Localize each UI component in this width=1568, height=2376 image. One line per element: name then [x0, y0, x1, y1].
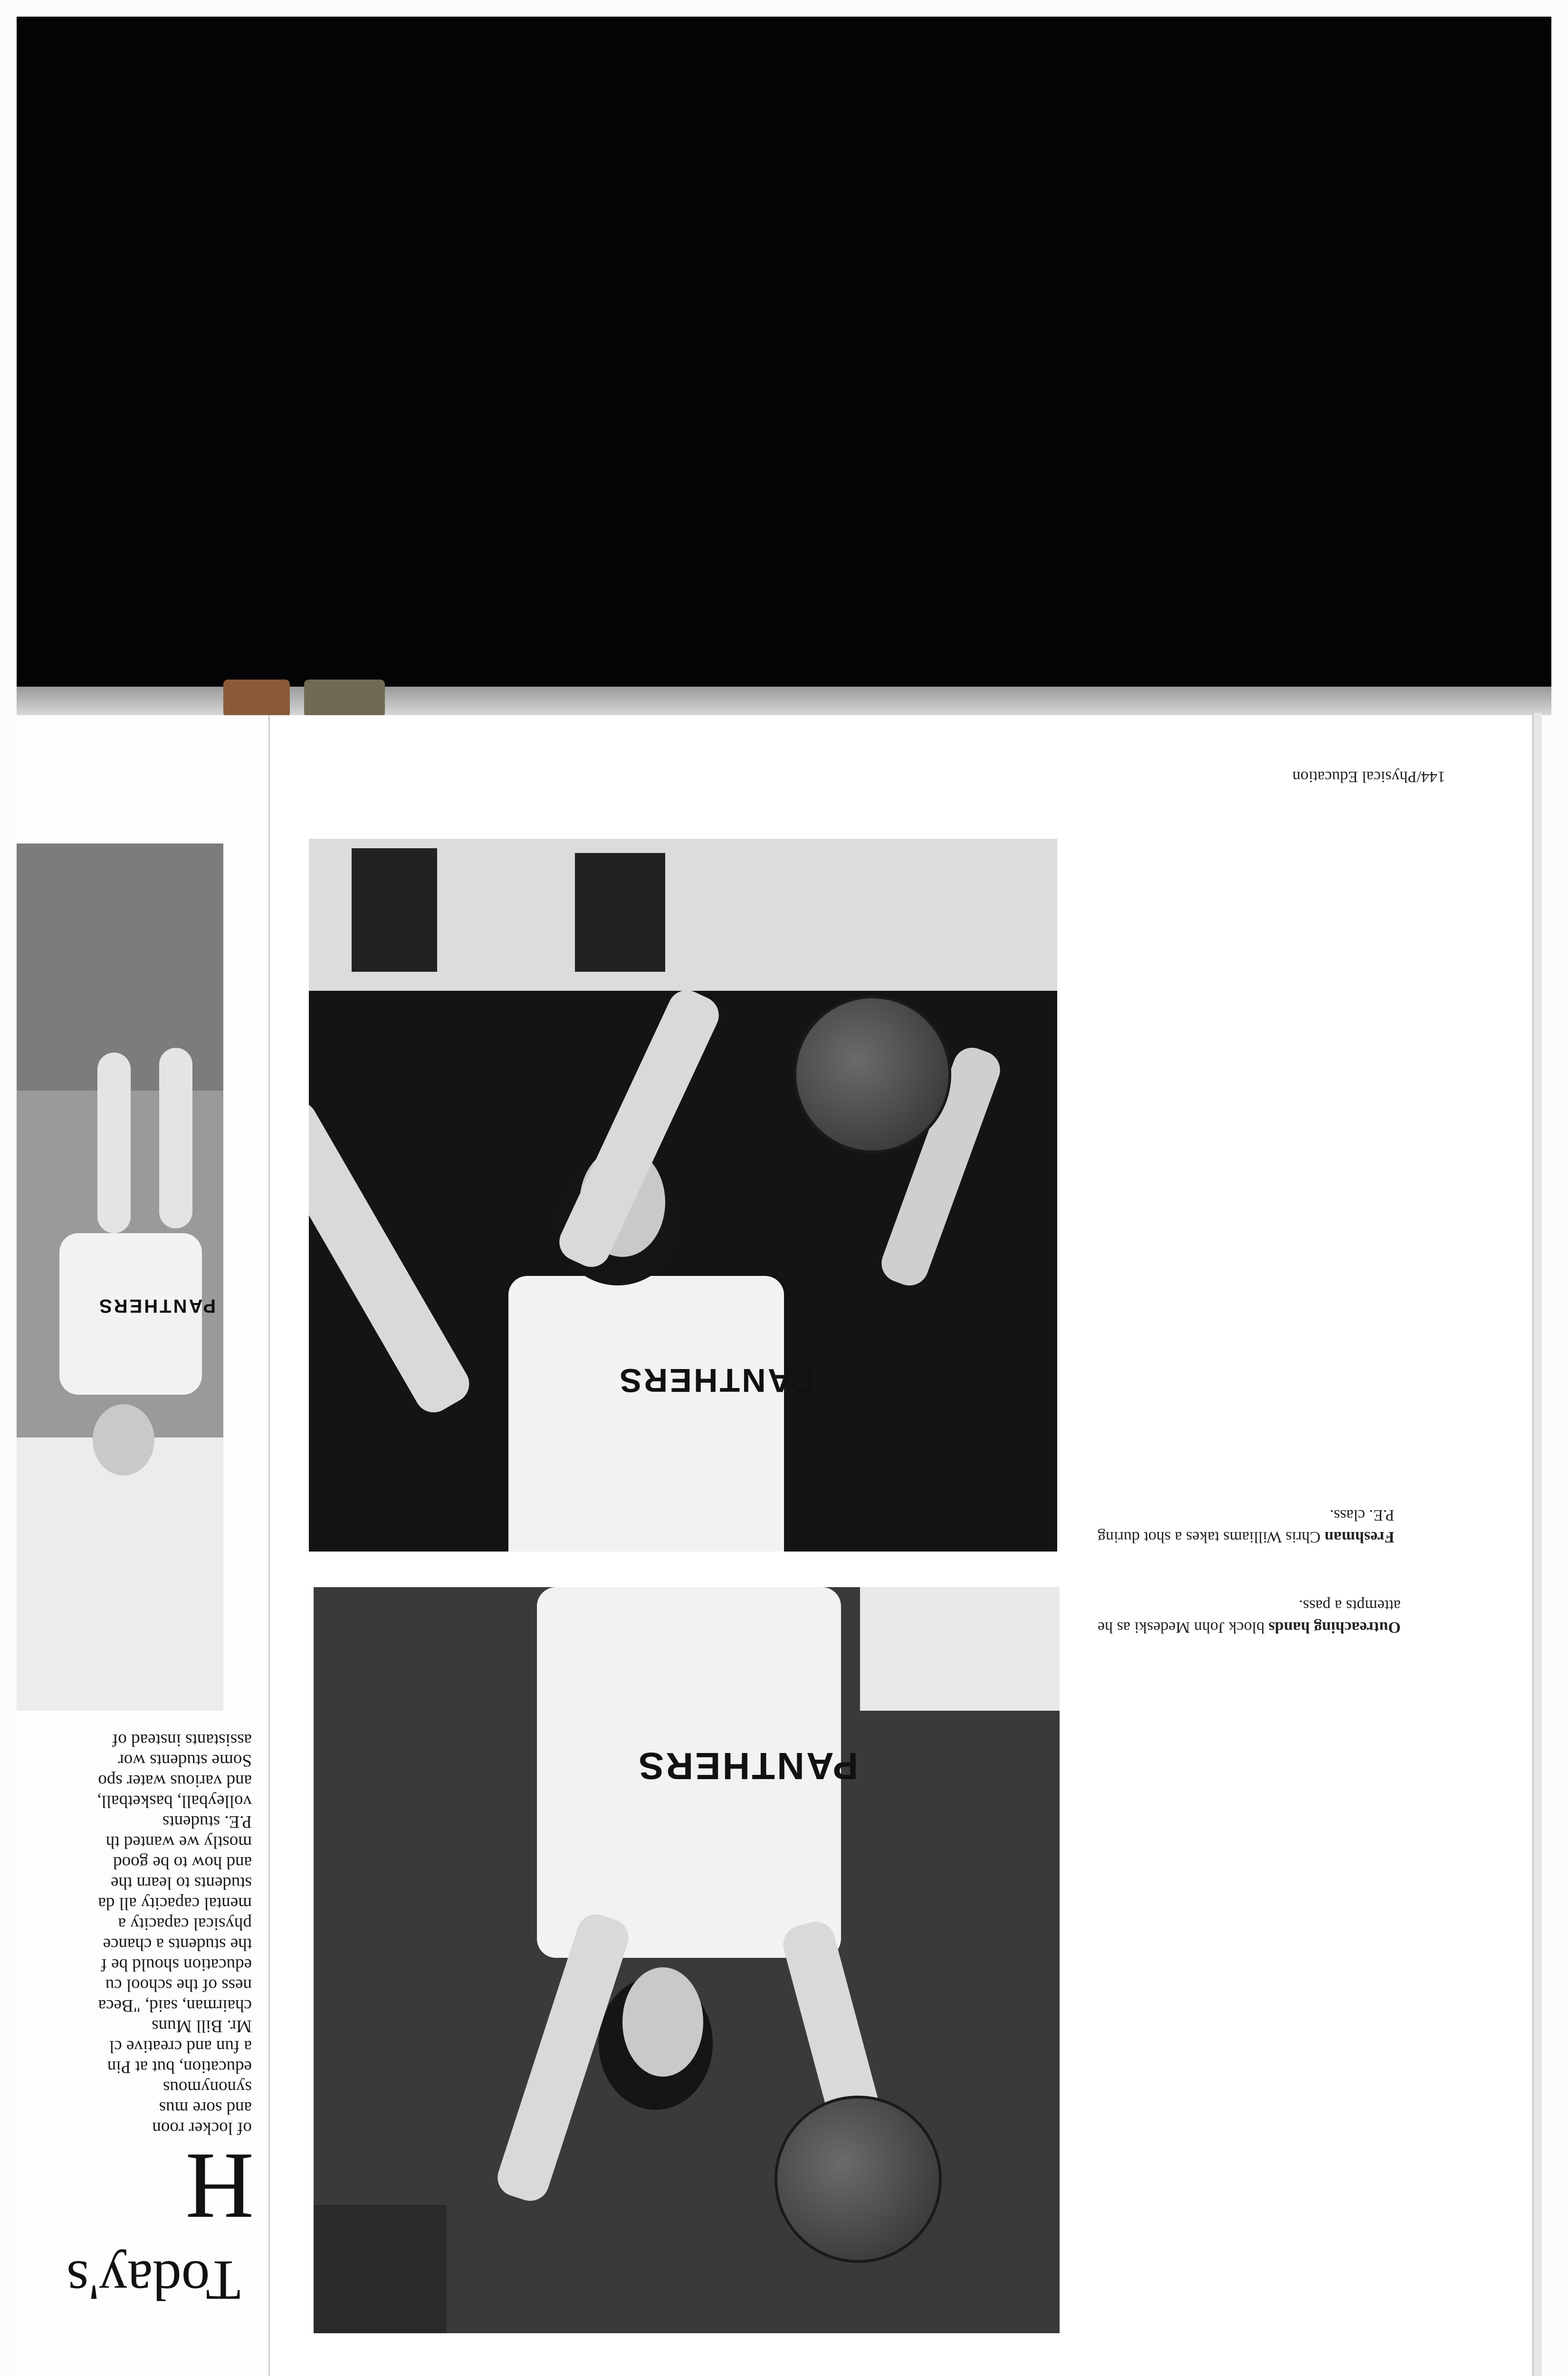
gym-window	[860, 1587, 1060, 1711]
dark-cover-area	[17, 17, 1551, 687]
caption-text: Chris Williams takes a shot during	[1098, 1528, 1325, 1546]
photo-outreaching-hands	[309, 839, 1057, 1552]
player-head	[622, 1967, 703, 2077]
body-line: mostly we wanted th	[105, 1832, 252, 1852]
article-headline: Today's	[67, 2249, 241, 2312]
student-leg	[159, 1048, 192, 1228]
body-line: Some students wor	[118, 1751, 252, 1770]
body-line: of locker roon	[152, 2118, 252, 2138]
body-line: the students a chance	[103, 1935, 252, 1954]
body-line: education, but at Pin	[107, 2057, 252, 2077]
body-line: synonymous	[163, 2078, 252, 2097]
body-line: education should be f	[101, 1955, 252, 1974]
player-arm	[309, 1094, 476, 1419]
basketball	[774, 2096, 942, 2263]
sky	[17, 1437, 223, 1711]
body-line: chairman, said, "Beca	[98, 1996, 252, 2015]
caption-lead: Outreaching hands	[1268, 1619, 1401, 1636]
article-body	[29, 1730, 252, 2138]
body-line: P.E. students	[162, 1812, 252, 1831]
caption-text-line2: P.E. class.	[1329, 1506, 1395, 1524]
jersey-lettering: PANTHERS	[637, 1745, 859, 1787]
photo-caption-freshman	[1098, 1504, 1394, 1548]
body-line: and various water spo	[98, 1771, 252, 1791]
body-line: and how to be good	[113, 1853, 252, 1872]
gym-shadow	[314, 2205, 447, 2333]
body-line: Mr. Bill Muns	[152, 2016, 252, 2036]
body-line: and sore mus	[159, 2098, 252, 2117]
bookmark-ribbon	[223, 680, 290, 718]
shirt-lettering: PANTHERS	[97, 1295, 216, 1316]
body-line: physical capacity a	[118, 1914, 252, 1934]
student-head	[93, 1404, 154, 1475]
basketball	[794, 996, 951, 1153]
player-jersey	[508, 1276, 784, 1552]
jersey-lettering: PANTHERS	[618, 1362, 813, 1399]
gym-door	[352, 848, 437, 972]
bookmark-ribbon	[304, 680, 385, 718]
photo-freshman-shot	[314, 1587, 1060, 2333]
caption-lead: Freshman	[1324, 1528, 1395, 1546]
page-folio: 144/Physical Education	[1292, 768, 1446, 786]
photo-caption-outreaching	[1098, 1594, 1401, 1638]
body-line: ness of the school cu	[105, 1975, 252, 1995]
body-line: volleyball, basketball,	[97, 1792, 252, 1811]
body-line: students to learn the	[111, 1873, 252, 1893]
caption-text-line2: attempts a pass.	[1299, 1597, 1401, 1614]
student-leg	[97, 1053, 131, 1233]
page-edge	[1532, 713, 1542, 2376]
caption-text: block John Medeski as he	[1098, 1619, 1269, 1636]
gym-door	[575, 853, 665, 972]
body-line: assistants instead of	[112, 1730, 252, 1750]
drop-cap: H	[185, 2134, 254, 2239]
photo-outdoor-students	[17, 843, 223, 1711]
body-line: a fun and creative cl	[109, 2037, 252, 2056]
body-line: mental capacity all da	[98, 1894, 252, 1913]
